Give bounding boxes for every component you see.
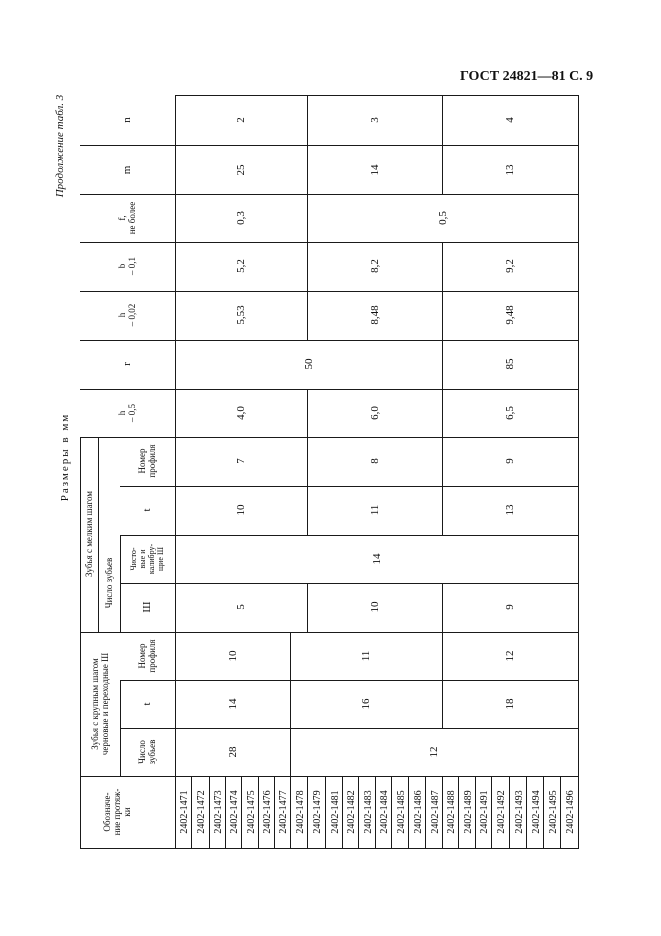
header-coarse-count-line: Число [137,740,147,764]
block-divider [307,437,308,486]
header-finishing [131,539,163,579]
designation-code: 2402-1494 [530,790,541,834]
header-h2-line: h [117,312,127,318]
block-divider [307,145,308,194]
cell-coarse-profile: 11 [359,650,372,662]
designation-col-line [543,776,544,848]
cell-coarse-t: 18 [503,698,516,710]
cell-fine-t: 11 [368,504,380,516]
header-designation-line: Обозначе- [102,792,112,832]
row-line [120,583,578,584]
block-divider [442,486,443,535]
header-finishing-line: вые и [138,549,147,569]
designation-code: 2402-1478 [294,790,305,834]
designation-col-line [325,776,326,848]
header-b3-line: – 0,1 [127,257,137,275]
cell-coarse-t: 16 [359,698,372,710]
continuation-text: Продолжение табл. 3 [54,94,66,198]
designation-col-line [491,776,492,848]
header-finishing-line: калибру- [147,543,156,575]
block-divider [442,632,443,680]
designation-code: 2402-1483 [362,790,373,834]
header-sh-b [135,587,159,627]
cell-b3: 5,2 [234,259,247,273]
designation-col-line [526,776,527,848]
designation-col-line [425,776,426,848]
row-line [80,194,578,195]
cell-m: 13 [503,164,516,176]
cell-m: 14 [368,164,380,176]
block-divider [442,242,443,291]
cell-coarse-count: 12 [427,746,440,758]
designation-code: 2402-1475 [245,790,256,834]
designation-col-line [475,776,476,848]
header-fine-group-line: Зубья с мелким шагом [84,491,94,577]
designation-col-line [509,776,510,848]
block-divider [307,242,308,291]
block-divider [290,728,291,776]
cell-h1: 6,5 [503,406,516,420]
row-line [80,291,578,292]
designation-code: 2402-1487 [429,790,440,834]
designation-col-line [241,776,242,848]
cell-h2: 5,53 [234,305,247,325]
designation-code: 2402-1489 [462,790,473,834]
cell-fine-t: 10 [234,504,247,516]
header-h1-line: h [117,410,127,416]
header-f [115,198,139,238]
block-divider [442,145,443,194]
designation-col-line [258,776,259,848]
designation-col-line [458,776,459,848]
row-line [120,486,578,487]
block-divider [442,437,443,486]
cell-fine-profile: 9 [503,458,516,464]
designation-col-line [375,776,376,848]
cell-fine-profile: 8 [368,458,380,464]
frame-right [578,95,579,849]
header-count-group [97,557,121,609]
block-divider [442,95,443,145]
designation-code: 2402-1473 [212,790,224,834]
header-coarse-t [135,684,159,724]
header-r-line: r [120,362,133,366]
cell-r: 50 [302,358,314,370]
designation-code: 2402-1484 [378,790,390,834]
cell-b3: 8,2 [368,259,380,273]
header-fine-t [135,490,159,530]
row-line [80,145,578,146]
header-finishing-line: Чисто- [129,547,138,571]
header-m-line: m [120,165,133,175]
designation-col-line [290,776,291,848]
cell-h2: 8,48 [368,305,380,325]
block-divider [442,389,443,437]
header-sh-b-line: Ш [140,601,153,613]
header-h1-line: – 0,5 [127,404,137,422]
header-b3-line: b [117,263,127,269]
block-divider [307,95,308,145]
header-fine-profile-line: Номер [137,448,147,474]
coarse-group-divider [120,680,121,776]
cell-f: 0,5 [436,211,448,225]
header-coarse-count-line: зубьев [147,739,157,765]
caption-text: Размеры в мм [59,412,71,502]
cell-n: 2 [234,117,247,123]
header-count-group-line: Число зубьев [104,557,114,609]
row-line [120,728,578,729]
header-coarse-profile-line: Номер [137,643,147,669]
cell-m: 25 [234,164,247,176]
header-data-divider [175,95,176,848]
block-divider [442,340,443,389]
header-coarse-count [135,732,159,772]
header-coarse-group [84,652,116,756]
header-r [115,344,139,384]
designation-code: 2402-1476 [261,790,273,834]
cell-finishing: 14 [370,553,382,565]
header-f-line: f, [117,215,127,221]
block-divider [307,389,308,437]
cell-coarse-t: 14 [226,698,238,710]
block-divider [290,632,291,680]
header-n [115,100,139,140]
cell-sh-b: 9 [503,604,516,610]
designation-col-line [225,776,226,848]
row-line [120,535,578,536]
header-fine-profile-line: профиля [147,444,157,478]
header-h2-line: – 0,02 [127,303,137,327]
designation-col-line [274,776,275,848]
designation-col-line [408,776,409,848]
cell-h1: 6,0 [368,406,380,420]
header-h2 [115,295,139,335]
designation-code: 2402-1485 [395,790,406,834]
block-divider [307,583,308,632]
cell-sh-b: 10 [368,601,380,613]
designation-code: 2402-1493 [513,790,524,834]
header-b3 [115,246,139,286]
header-n-line: n [120,117,133,123]
block-divider [442,583,443,632]
cell-fine-profile: 7 [234,458,247,464]
designation-code: 2402-1471 [178,790,190,834]
header-coarse-profile-line: профиля [147,639,157,673]
row-line [80,437,578,438]
cell-coarse-profile: 10 [226,650,238,662]
designation-code: 2402-1488 [445,790,457,834]
cell-sh-b: 5 [234,604,247,610]
row-line [80,340,578,341]
cell-coarse-count: 28 [226,746,238,758]
designation-code: 2402-1482 [345,790,357,834]
page-header: ГОСТ 24821—81 С. 9 [460,69,594,84]
cell-r: 85 [503,358,516,370]
designation-code: 2402-1477 [277,790,289,834]
designation-col-line [209,776,210,848]
cell-fine-t: 13 [503,504,516,516]
header-fine-group [77,491,101,577]
header-coarse-t-line: t [140,702,153,706]
header-coarse-group-line: Зубья с крупным шагом [90,658,100,750]
header-finishing-line: щие Ш [156,546,165,572]
designation-col-line [391,776,392,848]
designation-col-line [342,776,343,848]
designation-col-line [358,776,359,848]
header-fine-t-line: t [140,508,153,512]
designation-header-line [80,776,175,777]
cell-coarse-profile: 12 [503,650,516,662]
frame-left [80,437,81,848]
designation-col-line [442,776,443,848]
designation-code: 2402-1486 [412,790,423,834]
block-divider [307,194,308,242]
cell-b3: 9,2 [503,259,516,273]
cell-n: 3 [368,117,380,123]
designation-col-line [191,776,192,848]
cell-h1: 4,0 [234,406,247,420]
row-line [80,632,578,633]
designation-code: 2402-1479 [311,790,323,834]
designation-code: 2402-1481 [329,790,340,834]
row-line [80,389,578,390]
block-divider [442,291,443,340]
designation-code: 2402-1472 [195,790,207,834]
designation-code: 2402-1492 [495,790,507,834]
frame-top [175,95,578,96]
designation-col-line [307,776,308,848]
header-fine-profile [135,441,159,481]
designation-code: 2402-1496 [564,790,576,834]
header-m [115,150,139,190]
header-f-line: не более [127,201,137,235]
block-divider [290,680,291,728]
header-coarse-group-line: черновые и переходные Ш [100,652,110,756]
row-line [80,242,578,243]
block-divider [307,291,308,340]
designation-code: 2402-1495 [547,790,558,834]
cell-n: 4 [503,117,516,123]
designation-code: 2402-1474 [228,790,240,834]
designation-code: 2402-1491 [478,790,490,834]
cell-h2: 9,48 [503,305,516,325]
block-divider [442,680,443,728]
row-line [120,680,578,681]
header-h1 [115,393,139,433]
header-coarse-profile [135,636,159,676]
header-designation-line: ки [122,807,132,817]
frame-bottom [80,848,579,849]
designation-col-line [560,776,561,848]
header-designation [101,788,133,836]
block-divider [307,486,308,535]
cell-f: 0,3 [234,211,247,225]
header-designation-line: ние протяж- [112,788,122,836]
